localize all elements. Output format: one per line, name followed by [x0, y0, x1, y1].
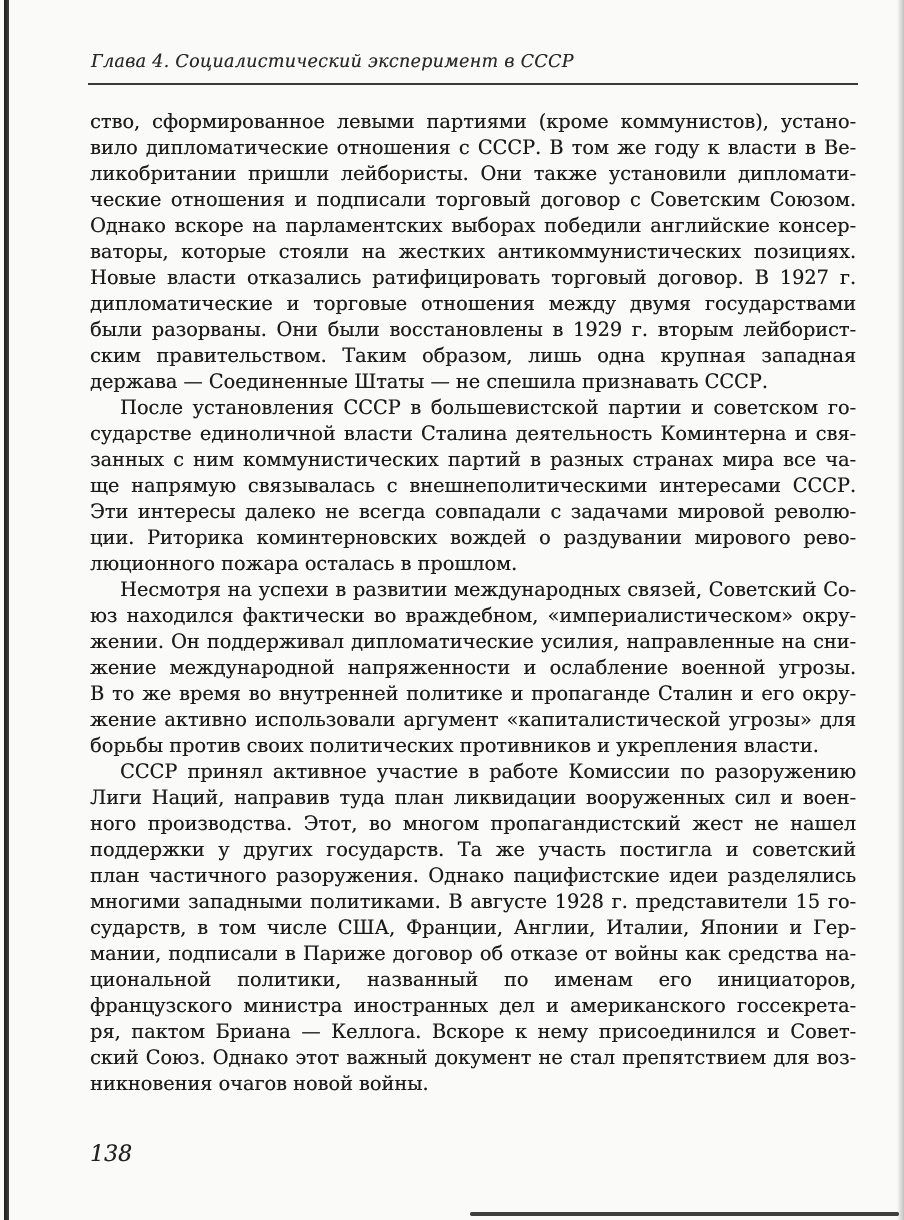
text-line: сударств, в том числе США, Франции, Англии, Италии, Японии и Гер-: [90, 916, 856, 939]
scan-edge-left: [4, 0, 9, 1220]
text-line: ческие отношения и подписали торговый договор с Советским Союзом.: [90, 188, 856, 211]
text-line: Несмотря на успехи в развитии международных связей, Советский Со-: [120, 578, 856, 601]
text-line: жение международной напряженности и ослабление военной угрозы.: [90, 656, 856, 679]
text-line: держава — Соединенные Штаты — не спешила признавать СССР.: [90, 370, 768, 393]
text-line: Эти интересы далеко не всегда совпадали с задачами мировой револю-: [90, 500, 856, 523]
text-line: занных с ним коммунистических партий в разных странах мира все ча-: [90, 448, 856, 471]
text-line: циональной политики, названный по именам его инициаторов,: [90, 968, 856, 991]
paragraph: [90, 395, 856, 577]
text-line: ский Союз. Однако этот важный документ не стал препятствием для воз-: [90, 1046, 856, 1069]
text-line: жении. Он поддерживал дипломатические усилия, направленные на сни-: [90, 630, 856, 653]
header-rule: [88, 83, 858, 85]
text-block: [90, 109, 856, 1097]
text-line: ще напрямую связывалась с внешнеполитическими интересами СССР.: [90, 474, 856, 497]
text-line: мании, подписали в Париже договор об отказе от войны как средства на-: [90, 942, 856, 965]
text-line: жение активно использовали аргумент «капиталистической угрозы» для: [90, 708, 856, 731]
text-line: СССР принял активное участие в работе Комиссии по разоружению: [120, 760, 856, 783]
text-line: ство, сформированное левыми партиями (кроме коммунистов), устано-: [90, 110, 856, 133]
paragraph: [90, 577, 856, 759]
scan-edge-bottom: [470, 1212, 899, 1216]
paragraph: [90, 109, 856, 395]
text-line: Новые власти отказались ратифицировать торговый договор. В 1927 г.: [90, 266, 856, 289]
scan-edge-right: [897, 0, 904, 1220]
text-line: ря, пактом Бриана — Келлога. Вскоре к нему присоединился и Совет-: [90, 1020, 856, 1043]
text-line: ваторы, которые стояли на жестких антикоммунистических позициях.: [90, 240, 856, 263]
text-line: ским правительством. Таким образом, лишь одна крупная западная: [90, 344, 856, 367]
chapter-running-header: Глава 4. Социалистический эксперимент в СССР: [91, 52, 574, 72]
text-line: ликобритании пришли лейбористы. Они также установили дипломати-: [90, 162, 856, 185]
text-line: Однако вскоре на парламентских выборах победили английские консер-: [90, 214, 856, 237]
text-line: вило дипломатические отношения с СССР. В том же году к власти в Ве-: [90, 136, 856, 159]
text-line: После установления СССР в большевистской партии и советском го-: [120, 396, 856, 419]
text-line: французского министра иностранных дел и американского госсекрета-: [90, 994, 856, 1017]
text-line: В то же время во внутренней политике и пропаганде Сталин и его окру-: [90, 682, 856, 705]
text-line: ного производства. Этот, во многом пропагандистский жест не нашел: [90, 812, 856, 835]
text-line: многими западными политиками. В августе 1928 г. представители 15 го-: [90, 890, 856, 913]
text-line: юз находился фактически во враждебном, «империалистическом» окру-: [90, 604, 856, 627]
text-line: борьбы против своих политических противников и укрепления власти.: [90, 734, 819, 757]
text-line: поддержки у других государств. Та же участь постигла и советский: [90, 838, 856, 861]
text-line: были разорваны. Они были восстановлены в 1929 г. вторым лейборист-: [90, 318, 856, 341]
text-line: люционного пожара осталась в прошлом.: [90, 552, 518, 575]
text-line: никновения очагов новой войны.: [90, 1072, 429, 1095]
paragraph: [90, 759, 856, 1097]
text-line: план частичного разоружения. Однако пацифистские идеи разделялись: [90, 864, 856, 887]
text-line: дипломатические и торговые отношения между двумя государствами: [90, 292, 856, 315]
text-line: ции. Риторика коминтерновских вождей о раздувании мирового рево-: [90, 526, 856, 549]
page-number: 138: [90, 1142, 132, 1167]
text-line: Лиги Наций, направив туда план ликвидации вооруженных сил и воен-: [90, 786, 856, 809]
text-line: сударстве единоличной власти Сталина деятельность Коминтерна и свя-: [90, 422, 856, 445]
